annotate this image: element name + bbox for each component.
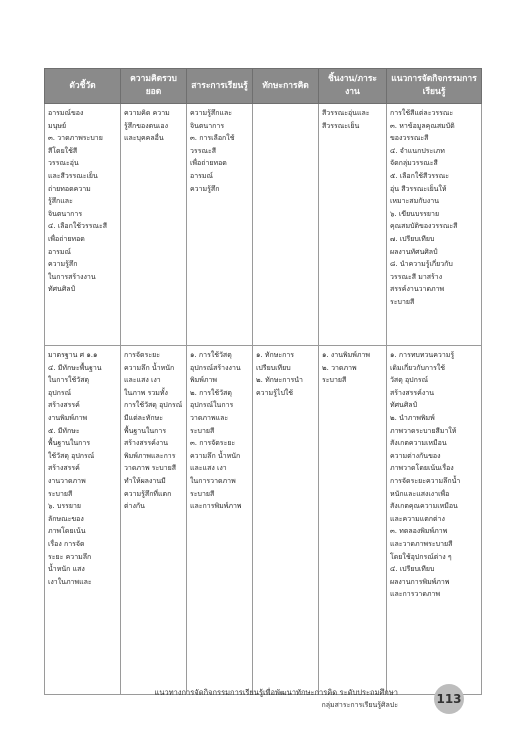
table-row	[45, 104, 482, 346]
page-number: 113	[434, 684, 464, 714]
table-header-row	[45, 69, 482, 104]
table-cell: ความรู้สึกและ จินตนาการ ๓. การเลือกใช้ วรรณะสี เพื่อถ่ายทอด อารมณ์ ความรู้สึก	[187, 104, 253, 346]
table-row	[45, 346, 482, 695]
footer-subject: กลุ่มสาระการเรียนรู้ศิลปะ	[321, 701, 398, 709]
header-activity: แนวการจัดกิจกรรมการเรียนรู้	[387, 69, 482, 104]
table-cell: ๑. การทบทวนความรู้ เดิมเกี่ยวกับการใช้ วัสดุ อุปกรณ์ สร้างสรรค์งาน ทัศนศิลป์ ๒. นำภาพพิมพ์ ภาพวาดระบายสีมาให้ สังเกตความเหมือน ความต่างกันของ ภาพวาดโดยเน้นเรื่อง การจัดระยะความลึกน้ำ หนักและแสงเงาเพื่อ สังเกตคุณความเหมือน และความแตกต่าง ๓. ทดลองพิมพ์ภาพ และวาดภาพระบายสี โดยใช้อุปกรณ์ต่าง ๆ ๔. เปรียบเทียบ ผลงานการพิมพ์ภาพ และการวาดภาพ	[387, 346, 482, 695]
footer-book-title: แนวทางการจัดกิจกรรมการเรียนรู้เพื่อพัฒนาทักษะการคิด ระดับประถมศึกษา	[154, 688, 398, 697]
header-task: ชิ้นงาน/ภาระงาน	[319, 69, 387, 104]
table-cell: อารมณ์ของ มนุษย์ ๓. วาดภาพระบาย สีโดยใช้สี วรรณะอุ่น และสีวรรณะเย็น ถ่ายทอดความ รู้สึกและ จินตนาการ ๔. เลือกใช้วรรณะสี เพื่อถ่ายทอด อารมณ์ ความรู้สึก ในการสร้างงาน ทัศนศิลป์	[45, 104, 121, 346]
table-cell: การใช้สีแต่ละวรรณะ ๓. หาข้อมูลคุณสมบัติ ของวรรณะสี ๔. จำแนกประเภท จัดกลุ่มวรรณะสี ๕. เลือกใช้สีวรรณะ อุ่น สีวรรณะเย็นให้ เหมาะสมกับงาน ๖. เขียนบรรยาย คุณสมบัติของวรรณะสี ๗. เปรียบเทียบ ผลงานทัศนศิลป์ ๘. นำความรู้เกี่ยวกับ วรรณะสี มาสร้าง สรรค์งานวาดภาพ ระบายสี	[387, 104, 482, 346]
header-thinking-skill: ทักษะการคิด	[253, 69, 319, 104]
table-cell: ๑. งานพิมพ์ภาพ ๒. วาดภาพ ระบายสี	[319, 346, 387, 695]
header-indicator: ตัวชี้วัด	[45, 69, 121, 104]
table-cell: ๑. การใช้วัสดุ อุปกรณ์สร้างงาน พิมพ์ภาพ ๒. การใช้วัสดุ อุปกรณ์ในการ วาดภาพและ ระบายสี ๓. การจัดระยะ ความลึก น้ำหนัก และแสง เงา ในการวาดภาพ ระบายสี และการพิมพ์ภาพ	[187, 346, 253, 695]
table-cell: ๑. ทักษะการ เปรียบเทียบ ๒. ทักษะการนำ ความรู้ไปใช้	[253, 346, 319, 695]
header-concept: ความคิดรวบยอด	[121, 69, 187, 104]
table-cell: ความคิด ความ รู้สึกของตนเอง และบุคคลอื่น	[121, 104, 187, 346]
table-cell	[253, 104, 319, 346]
table-cell: การจัดระยะ ความลึก น้ำหนัก และแสง เงา ในภาพ รวมทั้ง การใช้วัสดุ อุปกรณ์ มีแต่ละทักษะ พื้นฐานในการ สร้างสรรค์งาน พิมพ์ภาพและการ วาดภาพ ระบายสี ทำให้ผลงานมี ความรู้สึกที่แตก ต่างกัน	[121, 346, 187, 695]
table-cell: สีวรรณะอุ่นและ สีวรรณะเย็น	[319, 104, 387, 346]
page-footer	[140, 686, 440, 712]
header-content: สาระการเรียนรู้	[187, 69, 253, 104]
curriculum-table	[44, 68, 481, 695]
table-cell: มาตรฐาน ศ ๑.๑ ๔. มีทักษะพื้นฐาน ในการใช้วัสดุ อุปกรณ์ สร้างสรรค์ งานพิมพ์ภาพ ๕. มีทักษะ พื้นฐานในการ ใช้วัสดุ อุปกรณ์ สร้างสรรค์ งานวาดภาพ ระบายสี ๖. บรรยาย ลักษณะของ ภาพโดยเน้น เรื่อง การจัด ระยะ ความลึก น้ำหนัก แสง เงาในภาพและ	[45, 346, 121, 695]
